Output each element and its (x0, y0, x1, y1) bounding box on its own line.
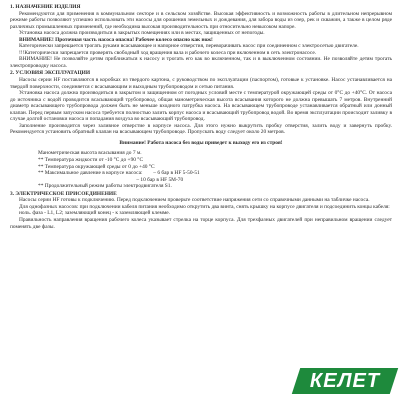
brand-logo (296, 368, 394, 394)
parameter-line: ** Температура окружающей среды от 0 до +40 °С (38, 163, 155, 170)
paragraph: Установка насоса должна производиться в закрытом и защищенном от погодных условий месте с температурой окружающей среды от 0°С до +40°С. От насоса до источника с водой проводится всасывающий трубопровод, общая манометрическая высота всасывания которого не должна превышать 7 метров. Внутренний диаметр всасывающего трубопровода должен быть не меньше входного патрубка насоса. На всасывающем трубопроводе устанавливается обратный или донный клапан. Перед первым запуском насоса требуется полностью залить корпус насоса и всасывающий трубопровод водой. Во время эксплуатации происходит заливку в случае долгой остановки насоса и попадания воздуха во всасывающий трубопровод. (10, 90, 392, 123)
logo-text: КЕЛЕТ (309, 370, 381, 392)
dry-run-warning: Внимание! Работа насоса без воды приведет к выходу его из строя! (119, 139, 283, 146)
paragraph: Категорически запрещается трогать руками всасывающее и напорное отверстия, переворачивать насос при соединенном с электросетью двигателе. (19, 43, 359, 50)
section-heading-electrical: 3. ЭЛЕКТРИЧЕСКОЕ ПРИСОЕДИНЕНИЕ (10, 190, 117, 197)
warning-text: ВНИМАНИЕ! Проточная часть насоса опасна! Рабочее колесо опасно как нож! (19, 36, 213, 43)
parameter-line: – 10 бар в HF 5M-70 (38, 176, 184, 183)
paragraph: Насосы серии HF готовы к подключению. Перед подключением проверьте соответствие напряжения сети со справочными данными на табличке насоса. (19, 197, 370, 204)
parameter-line: ** Продолжительный режим работы электродвигателя S1. (38, 183, 172, 190)
paragraph: Установка насоса должна производиться в закрытых помещениях или в местах, защищенных от непогоды. (19, 30, 265, 37)
paragraph: Рекомендуются для применения в коммунальном секторе и в сельском хозяйстве. Высокая эффективность и возможность работы в длительном непрерывном режиме работы позволяют успешно использовать эти насосы для орошения земельных и дождевания, для забора воды из озер, рек и скважин, а также в целом ряде различных промышленных применений, где необходима высокая производительность при относительно невысоком напоре. (10, 10, 392, 30)
paragraph: Заполнение производится через заливное отверстие в корпусе насоса. Для этого нужно выкрутить пробку отверстия, залить воду и завернуть пробку. Рекомендуется установить обратный клапан на всасывающем трубопроводе. Пропускать воду следует около 20 метров. (10, 122, 392, 136)
parameter-line: Манометрическая высота всасывания до 7 м. (38, 150, 142, 157)
parameter-line: ** Максимальное давление в корпусе насоса: – 6 бар в HF 5-50-51 (38, 170, 200, 177)
paragraph: Правильность направления вращения рабочего колеса указывает стрелка на торце корпуса. Для трехфазных двигателей при неправильном вращении следует поменять две фазы. (10, 216, 392, 230)
paragraph: !!!Категорически запрещается проверять свободный ход вращения вала и рабочего колеса при включенном в сеть электронасосе. (19, 49, 317, 56)
section-heading-operation: 2. УСЛОВИЯ ЭКСПЛУАТАЦИИ (10, 70, 91, 77)
parameter-line: ** Температура жидкости от -10 °С до +90 °С (38, 157, 144, 164)
warning-text: ВНИМАНИЕ! Не позволяйте детям приближаться к насосу и трогать его как во включенном, так и в выключенном состоянии. Не позволяйте детям трогать электропроводку насоса. (10, 56, 392, 69)
parameters-list (38, 150, 392, 189)
paragraph: ноль. фаза - L1, L2; заземляющий конец - к заземляющей клемме. (19, 210, 171, 217)
paragraph: Для однофазных насосов: при подключении кабеля питания необходимо открутить два винта, снять крышку на корпусе двигателя и подсоединить концы кабеля: (19, 203, 390, 210)
paragraph: Насосы серии HF поставляются в коробках из твердого картона, с руководством по эксплуатации (паспортом), готовые к установке. Насос устанавливается на твердой поверхности, соединяется с всасывающим и выходным трубопроводом и сетью питания. (10, 77, 392, 90)
section-heading-purpose: 1. НАЗНАЧЕНИЕ ИЗДЕЛИЯ (10, 4, 81, 10)
document-body (10, 3, 392, 230)
